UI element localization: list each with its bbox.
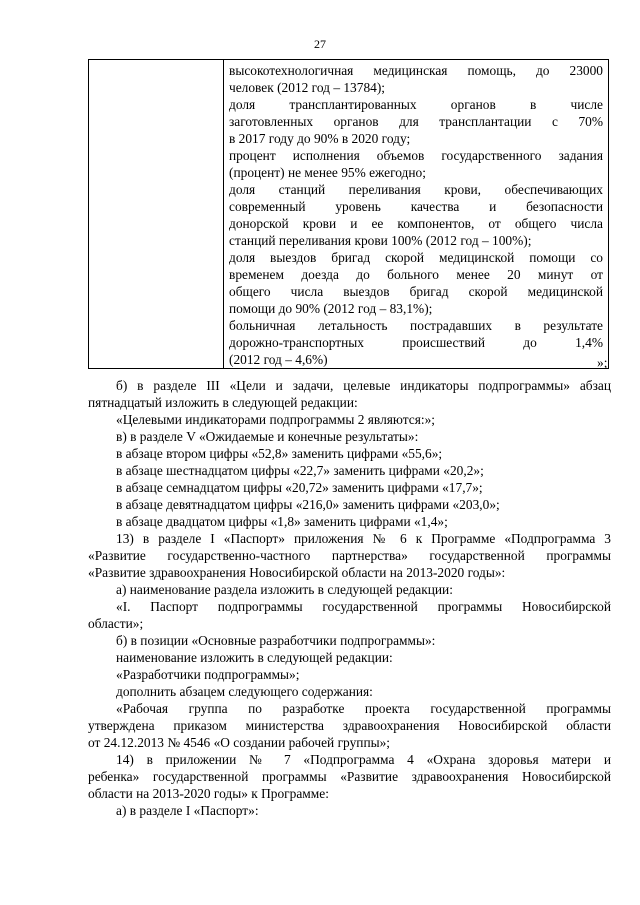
paragraph-line: утверждена приказом министерства здравоохранения Новосибирской области <box>88 718 611 733</box>
table-text-line: помощи до 90% (2012 год – 83,1%); <box>229 301 433 316</box>
table-text-line: больничная летальность пострадавших в результате <box>229 318 603 333</box>
table-text-line: станций переливания крови 100% (2012 год – 100%); <box>229 233 532 248</box>
table-text-line: современный уровень качества и безопасности <box>229 199 603 214</box>
paragraph-line: «Развитие государственно-частного партнерства» государственной программы <box>88 548 611 563</box>
table-text-line: процент исполнения объемов государственного задания <box>229 148 603 163</box>
document-body <box>88 377 611 819</box>
table-text-line: донорской крови и ее компонентов, от общего числа <box>229 216 603 231</box>
paragraph-line: в абзаце семнадцатом цифры «20,72» заменить цифрами «17,7»; <box>116 480 483 495</box>
paragraph-line: «Развитие здравоохранения Новосибирской области на 2013-2020 годы»: <box>88 565 506 580</box>
paragraph-line: «Целевыми индикаторами подпрограммы 2 являются:»; <box>116 412 435 427</box>
paragraph-line: «Рабочая группа по разработке проекта государственной программы <box>116 701 611 716</box>
paragraph-line: области»; <box>88 616 144 631</box>
paragraph-line: 14) в приложении № 7 «Подпрограмма 4 «Охрана здоровья матери и <box>116 752 611 767</box>
table-text-line: дорожно-транспортных происшествий до 1,4% <box>229 335 603 350</box>
paragraph-line: ребенка» государственной программы «Развитие здравоохранения Новосибирской <box>88 769 611 784</box>
table-left-cell <box>89 60 224 369</box>
paragraph-line: в абзаце втором цифры «52,8» заменить цифрами «55,6»; <box>116 446 443 461</box>
table-text-line: общего числа выездов бригад скорой медицинской <box>229 284 603 299</box>
paragraph-line: 13) в разделе I «Паспорт» приложения № 6 к Программе «Подпрограмма 3 <box>116 531 611 546</box>
paragraph-line: дополнить абзацем следующего содержания: <box>116 684 373 699</box>
paragraph-line: от 24.12.2013 № 4546 «О создании рабочей группы»; <box>88 735 391 750</box>
table-text-line: доля станций переливания крови, обеспечивающих <box>229 182 603 197</box>
table-closing-quote: »; <box>597 355 608 370</box>
paragraph-line: в абзаце шестнадцатом цифры «22,7» заменить цифрами «20,2»; <box>116 463 484 478</box>
table-text-line: временем доезда до больного менее 20 минут от <box>229 267 603 282</box>
table-text-line: доля трансплантированных органов в числе <box>229 97 603 112</box>
paragraph-line: «Разработчики подпрограммы»; <box>116 667 300 682</box>
table-text-line: в 2017 году до 90% в 2020 году; <box>229 131 411 146</box>
paragraph-line: наименование изложить в следующей редакции: <box>116 650 393 665</box>
table-text-line: (2012 год – 4,6%) <box>229 352 328 367</box>
paragraph-line: б) в разделе III «Цели и задачи, целевые индикаторы подпрограммы» абзац <box>116 378 611 393</box>
paragraph-line: пятнадцатый изложить в следующей редакции: <box>88 395 358 410</box>
table-right-cell <box>224 60 609 369</box>
table-text-line: (процент) не менее 95% ежегодно; <box>229 165 426 180</box>
table-text-line: доля выездов бригад скорой медицинской помощи со <box>229 250 603 265</box>
paragraph-line: а) в разделе I «Паспорт»: <box>116 803 259 818</box>
passport-table <box>88 59 609 369</box>
paragraph-line: «I. Паспорт подпрограммы государственной программы Новосибирской <box>116 599 611 614</box>
paragraph-line: а) наименование раздела изложить в следующей редакции: <box>116 582 453 597</box>
paragraph-line: области на 2013-2020 годы» к Программе: <box>88 786 329 801</box>
paragraph-line: в) в разделе V «Ожидаемые и конечные результаты»: <box>116 429 419 444</box>
paragraph-line: б) в позиции «Основные разработчики подпрограммы»: <box>116 633 436 648</box>
paragraph-line: в абзаце девятнадцатом цифры «216,0» заменить цифрами «203,0»; <box>116 497 500 512</box>
table-text-line: заготовленных органов для трансплантации с 70% <box>229 114 603 129</box>
paragraph-line: в абзаце двадцатом цифры «1,8» заменить цифрами «1,4»; <box>116 514 448 529</box>
table-text-line: человек (2012 год – 13784); <box>229 80 386 95</box>
table-text-line: высокотехнологичная медицинская помощь, до 23000 <box>229 63 603 78</box>
page-number: 27 <box>314 37 326 51</box>
